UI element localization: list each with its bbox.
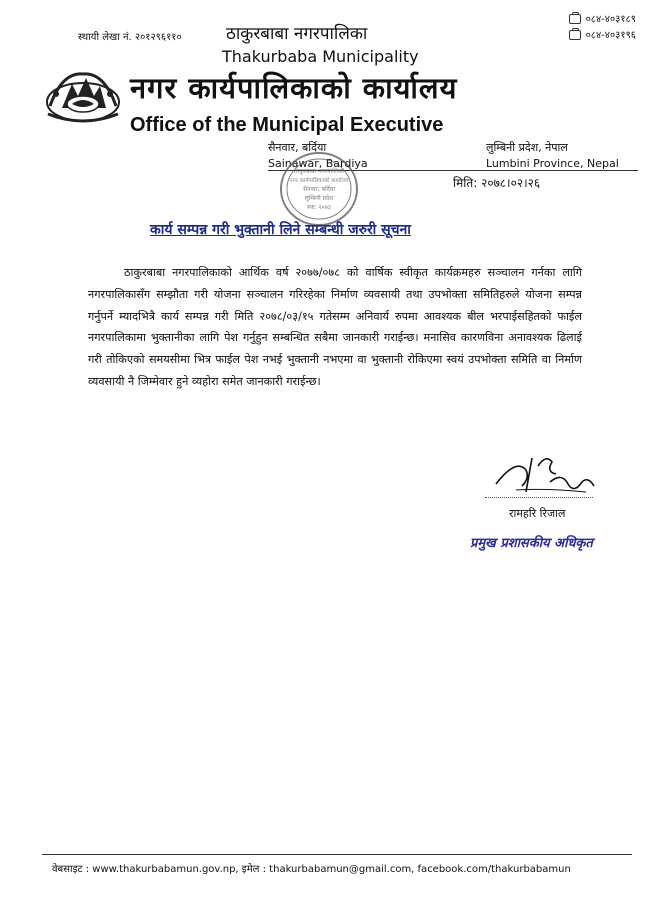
telephone-icon [569, 30, 581, 40]
office-title-nepali: नगर कार्यपालिकाको कार्यालय [130, 71, 458, 105]
phone-number: ०८४-४०३१९६ [585, 30, 636, 41]
municipality-name-nepali: ठाकुरबाबा नगरपालिका [226, 24, 368, 44]
letter-date: मिति: २०७८।०२।२६ [453, 176, 541, 190]
nepal-emblem-icon [42, 66, 124, 124]
phone-line-1 [569, 12, 636, 28]
signature-line [485, 497, 593, 498]
address-right-english: Lumbini Province, Nepal [486, 157, 619, 170]
footer-divider [42, 854, 632, 855]
municipality-name-english: Thakurbaba Municipality [222, 47, 419, 66]
stamp-line-4: लुम्बिनी प्रदेश [304, 195, 334, 202]
phone-number: ०८४-४०३१८९ [585, 14, 636, 25]
stamp-line-5: स्था: २०७३ [306, 204, 332, 211]
notice-body: ठाकुरबाबा नगरपालिकाको आर्थिक वर्ष २०७७/०७८ को वार्षिक स्वीकृत कार्यक्रमहरु सञ्चालन गर्नका लागि नगरपालिकासँग सम्झौता गरी योजना सञ्चालन गरिरहेका निर्माण व्यवसायी तथा उपभोक्ता समितिहरुले योजना सम्पन्न गर्नुपर्ने म्यादभित्रै कार्य सम्पन्न गरी मिति २०७८/०३/१५ गतेसम्म अनिवार्य रुपमा आवश्यक बील भरपाईसहितको फाईल नगरपालिकामा भुक्तानीका लागि पेश गर्नुहुन सम्बन्धित सबैमा जानकारी गराईन्छ। मनासिव कारणविना अनावश्यक ढिलाई गरी तोकिएको समयसीमा भित्र फाईल पेश नभई भुक्तानी नभएमा वा भुक्तानी रोकिएमा स्वयं उपभोक्ता समिति वा निर्माण व्यवसायी नै जिम्मेवार हुने व्यहोरा समेत जानकारी गराईन्छ। [88, 266, 582, 388]
stamp-line-3: सैनवार, बर्दिया [303, 186, 335, 193]
address-left-english: Sainawar, Bardiya [268, 157, 368, 170]
handwritten-signature [486, 448, 606, 500]
office-stamp [278, 149, 360, 229]
notice-subject: कार्य सम्पन्न गरी भुक्तानी लिने सम्बन्धी जरुरी सूचना [150, 222, 411, 238]
telephone-icon [569, 14, 581, 24]
office-title-english: Office of the Municipal Executive [130, 114, 444, 136]
stamp-line-1: ठाकुरबाबा नगरपालिका [294, 168, 344, 175]
stamp-line-2: नगर कार्यपालिकाको कार्यालय [289, 178, 349, 184]
address-right-nepali: लुम्बिनी प्रदेश, नेपाल [486, 141, 568, 154]
signer-designation: प्रमुख प्रशासकीय अधिकृत [470, 536, 593, 551]
address-left-nepali: सैनवार, बर्दिया [268, 141, 327, 154]
footer-contact: वेबसाइट : www.thakurbabamun.gov.np, इमेल : thakurbabamun@gmail.com, facebook.com/thakurbabamun [52, 864, 571, 875]
phone-numbers [569, 12, 636, 44]
phone-line-2 [569, 28, 636, 44]
pan-number: स्थायी लेखा नं. २०१२९६११० [78, 32, 182, 43]
address-right [486, 140, 619, 172]
signer-name: रामहरि रिजाल [509, 507, 566, 520]
